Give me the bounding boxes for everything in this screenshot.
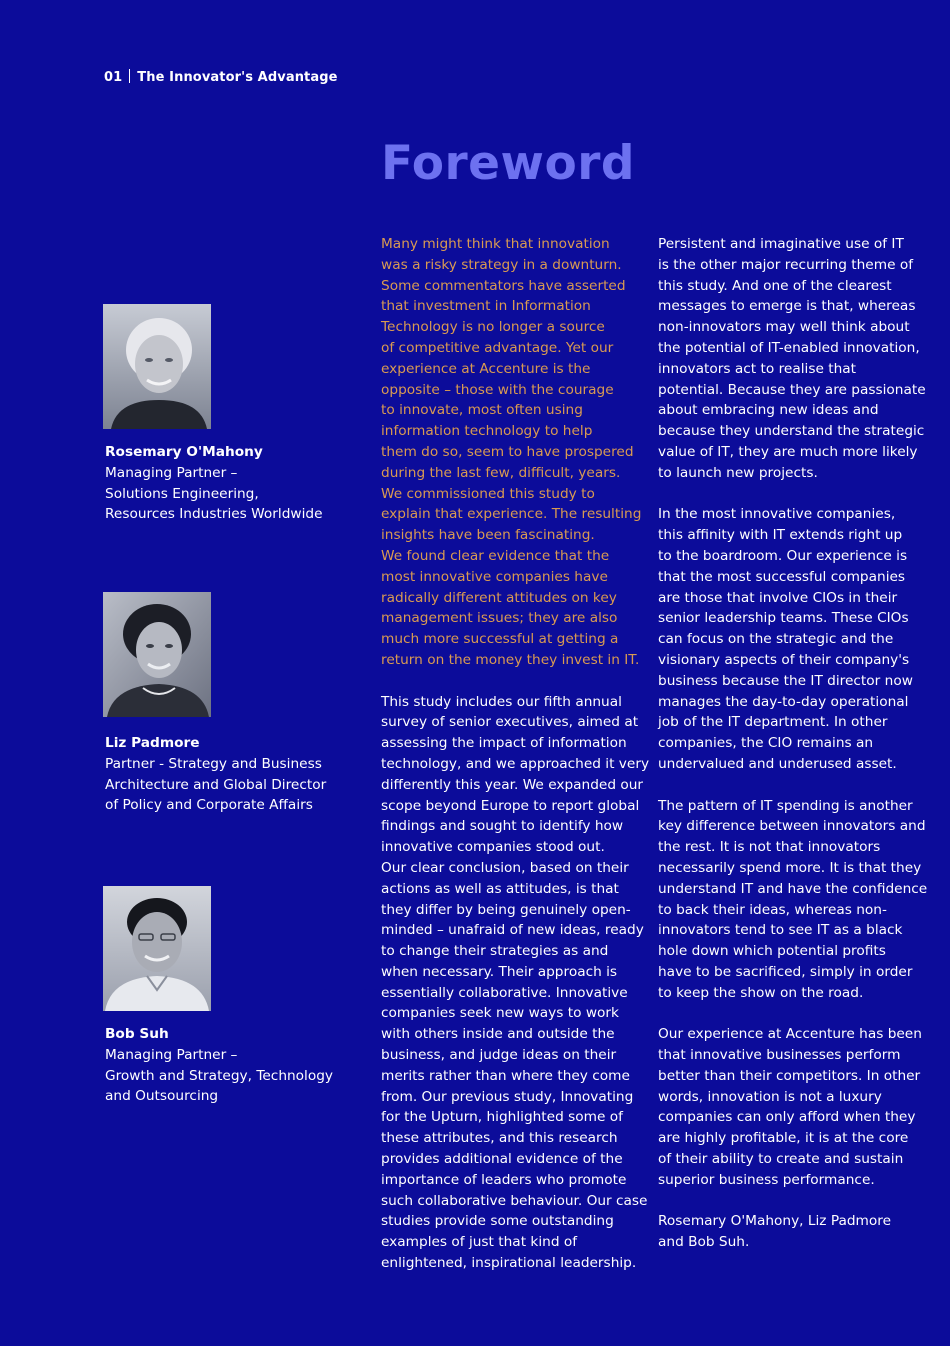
text-line: such collaborative behaviour. Our case [381, 1192, 648, 1209]
text-line: was a risky strategy in a downturn. [381, 256, 622, 273]
text-line: is the other major recurring theme of [658, 256, 914, 273]
text-line: messages to emerge is that, whereas [658, 298, 916, 315]
portrait-photo-liz [103, 592, 211, 717]
person-rosemary [105, 442, 335, 525]
text-line: the rest. It is not that innovators [658, 839, 881, 856]
text-line: most innovative companies have [381, 568, 608, 585]
text-line: findings and sought to identify how [381, 818, 624, 835]
paragraph-gap [658, 775, 918, 796]
text-line: The pattern of IT spending is another [658, 797, 913, 814]
paragraph-gap [658, 1191, 918, 1212]
text-line: to back their ideas, whereas non- [658, 901, 887, 918]
text-line: of competitive advantage. Yet our [381, 339, 614, 356]
text-line: understand IT and have the confidence [658, 880, 928, 897]
paragraph-gap [658, 1003, 918, 1024]
text-line: Technology is no longer a source [381, 319, 605, 336]
text-line: companies, the CIO remains an [658, 735, 874, 752]
text-line: Rosemary O'Mahony, Liz Padmore [658, 1213, 892, 1230]
text-line: provides additional evidence of the [381, 1151, 623, 1168]
text-line: actions as well as attitudes, is that [381, 880, 619, 897]
person-role-line: Managing Partner – [105, 464, 238, 481]
text-line: this study. And one of the clearest [658, 277, 892, 294]
text-line: information technology to help [381, 423, 593, 440]
text-line: return on the money they invest in IT. [381, 651, 640, 668]
text-line: senior leadership teams. These CIOs [658, 610, 909, 627]
text-line: studies provide some outstanding [381, 1213, 614, 1230]
text-line: to innovate, most often using [381, 402, 583, 419]
text-line: Our clear conclusion, based on their [381, 859, 629, 876]
person-role-line: Partner - Strategy and Business [105, 755, 322, 772]
body-paragraph [381, 692, 650, 1274]
body-column-right [658, 234, 928, 1253]
text-line: with others inside and outside the [381, 1026, 615, 1043]
text-line: them do so, seem to have prospered [381, 443, 634, 460]
person-role-line: Managing Partner – [105, 1046, 238, 1063]
text-line: Many might think that innovation [381, 236, 610, 252]
text-line: these attributes, and this research [381, 1130, 618, 1147]
person-liz [105, 733, 335, 816]
text-line: business, and judge ideas on their [381, 1047, 617, 1064]
text-line: companies seek new ways to work [381, 1005, 619, 1022]
text-line: to launch new projects. [658, 464, 818, 481]
text-line: Persistent and imaginative use of IT [658, 236, 904, 252]
signature-paragraph [658, 1211, 918, 1253]
paragraph-gap [658, 484, 918, 505]
text-line: can focus on the strategic and the [658, 631, 894, 648]
text-line: This study includes our fifth annual [381, 693, 622, 710]
person-name: Bob Suh [105, 1026, 169, 1042]
person-name: Liz Padmore [105, 735, 200, 751]
text-line: value of IT, they are much more likely [658, 443, 918, 460]
text-line: Our experience at Accenture has been [658, 1026, 922, 1043]
header-divider [129, 69, 130, 83]
person-role-line: Resources Industries Worldwide [105, 506, 323, 523]
person-role-line: Growth and Strategy, Technology [105, 1067, 334, 1084]
text-line: this affinity with IT extends right up [658, 527, 903, 544]
text-line: opposite – those with the courage [381, 381, 614, 398]
text-line: the potential of IT-enabled innovation, [658, 339, 920, 356]
body-paragraph [658, 504, 918, 774]
text-line: manages the day-to-day operational [658, 693, 909, 710]
text-line: scope beyond Europe to report global [381, 797, 640, 814]
text-line: innovators tend to see IT as a black [658, 922, 903, 939]
text-line: We found clear evidence that the [381, 547, 610, 564]
text-line: superior business performance. [658, 1171, 875, 1188]
text-line: key difference between innovators and [658, 818, 926, 835]
text-line: they differ by being genuinely open- [381, 901, 631, 918]
text-line: during the last few, difficult, years. [381, 464, 621, 481]
text-line: job of the IT department. In other [658, 714, 888, 731]
text-line: necessarily spend more. It is that they [658, 859, 922, 876]
text-line: about embracing new ideas and [658, 402, 879, 419]
person-name: Rosemary O'Mahony [105, 444, 263, 460]
person-role-line: Architecture and Global Director [105, 776, 327, 793]
text-line: for the Upturn, highlighted some of [381, 1109, 623, 1126]
text-line: visionary aspects of their company's [658, 651, 910, 668]
text-line: that the most successful companies [658, 568, 906, 585]
text-line: non-innovators may well think about [658, 319, 910, 336]
text-line: innovative companies stood out. [381, 839, 605, 856]
text-line: examples of just that kind of [381, 1234, 578, 1251]
text-line: are highly profitable, it is at the core [658, 1130, 909, 1147]
text-line: We commissioned this study to [381, 485, 595, 502]
person-role-line: and Outsourcing [105, 1088, 219, 1105]
running-header [104, 69, 338, 85]
text-line: business because the IT director now [658, 672, 913, 689]
text-line: management issues; they are also [381, 610, 618, 627]
text-line: are those that involve CIOs in their [658, 589, 898, 606]
paragraph-gap [381, 671, 631, 692]
text-line: enlightened, inspirational leadership. [381, 1255, 637, 1272]
text-line: to keep the show on the road. [658, 984, 864, 1001]
section-title: The Innovator's Advantage [137, 70, 338, 85]
text-line: words, innovation is not a luxury [658, 1088, 882, 1105]
text-line: radically different attitudes on key [381, 589, 617, 606]
text-line: to change their strategies as and [381, 943, 609, 960]
text-line: companies can only afford when they [658, 1109, 916, 1126]
text-line: experience at Accenture is the [381, 360, 591, 377]
text-line: potential. Because they are passionate [658, 381, 926, 398]
text-line: In the most innovative companies, [658, 506, 896, 523]
body-column-left [381, 234, 650, 1274]
text-line: innovators act to realise that [658, 360, 857, 377]
body-paragraph [658, 1024, 922, 1190]
text-line: assessing the impact of information [381, 735, 627, 752]
text-line: insights have been fascinating. [381, 527, 595, 544]
body-paragraph [658, 234, 926, 484]
person-bob [105, 1024, 335, 1107]
intro-paragraph [381, 234, 642, 671]
text-line: that investment in Information [381, 298, 591, 315]
portrait-photo-bob [103, 886, 211, 1011]
text-line: undervalued and underused asset. [658, 755, 897, 772]
text-line: explain that experience. The resulting [381, 506, 642, 523]
text-line: and Bob Suh. [658, 1234, 750, 1251]
text-line: better than their competitors. In other [658, 1067, 921, 1084]
page-number: 01 [104, 70, 123, 85]
text-line: essentially collaborative. Innovative [381, 984, 628, 1001]
person-role-line: of Policy and Corporate Affairs [105, 797, 313, 814]
text-line: to the boardroom. Our experience is [658, 547, 908, 564]
text-line: from. Our previous study, Innovating [381, 1088, 634, 1105]
text-line: because they understand the strategic [658, 423, 925, 440]
body-paragraph [658, 796, 928, 1004]
text-line: minded – unafraid of new ideas, ready [381, 922, 644, 939]
page-title: Foreword [381, 136, 636, 191]
person-role-line: Solutions Engineering, [105, 485, 259, 502]
text-line: hole down which potential profits [658, 943, 886, 960]
text-line: much more successful at getting a [381, 631, 619, 648]
text-line: importance of leaders who promote [381, 1171, 627, 1188]
text-line: of their ability to create and sustain [658, 1151, 904, 1168]
text-line: that innovative businesses perform [658, 1047, 901, 1064]
text-line: survey of senior executives, aimed at [381, 714, 639, 731]
text-line: have to be sacrificed, simply in order [658, 963, 913, 980]
text-line: differently this year. We expanded our [381, 776, 644, 793]
text-line: Some commentators have asserted [381, 277, 626, 294]
text-line: technology, and we approached it very [381, 755, 650, 772]
text-line: merits rather than where they come [381, 1067, 630, 1084]
portrait-photo-rosemary [103, 304, 211, 429]
text-line: when necessary. Their approach is [381, 963, 618, 980]
